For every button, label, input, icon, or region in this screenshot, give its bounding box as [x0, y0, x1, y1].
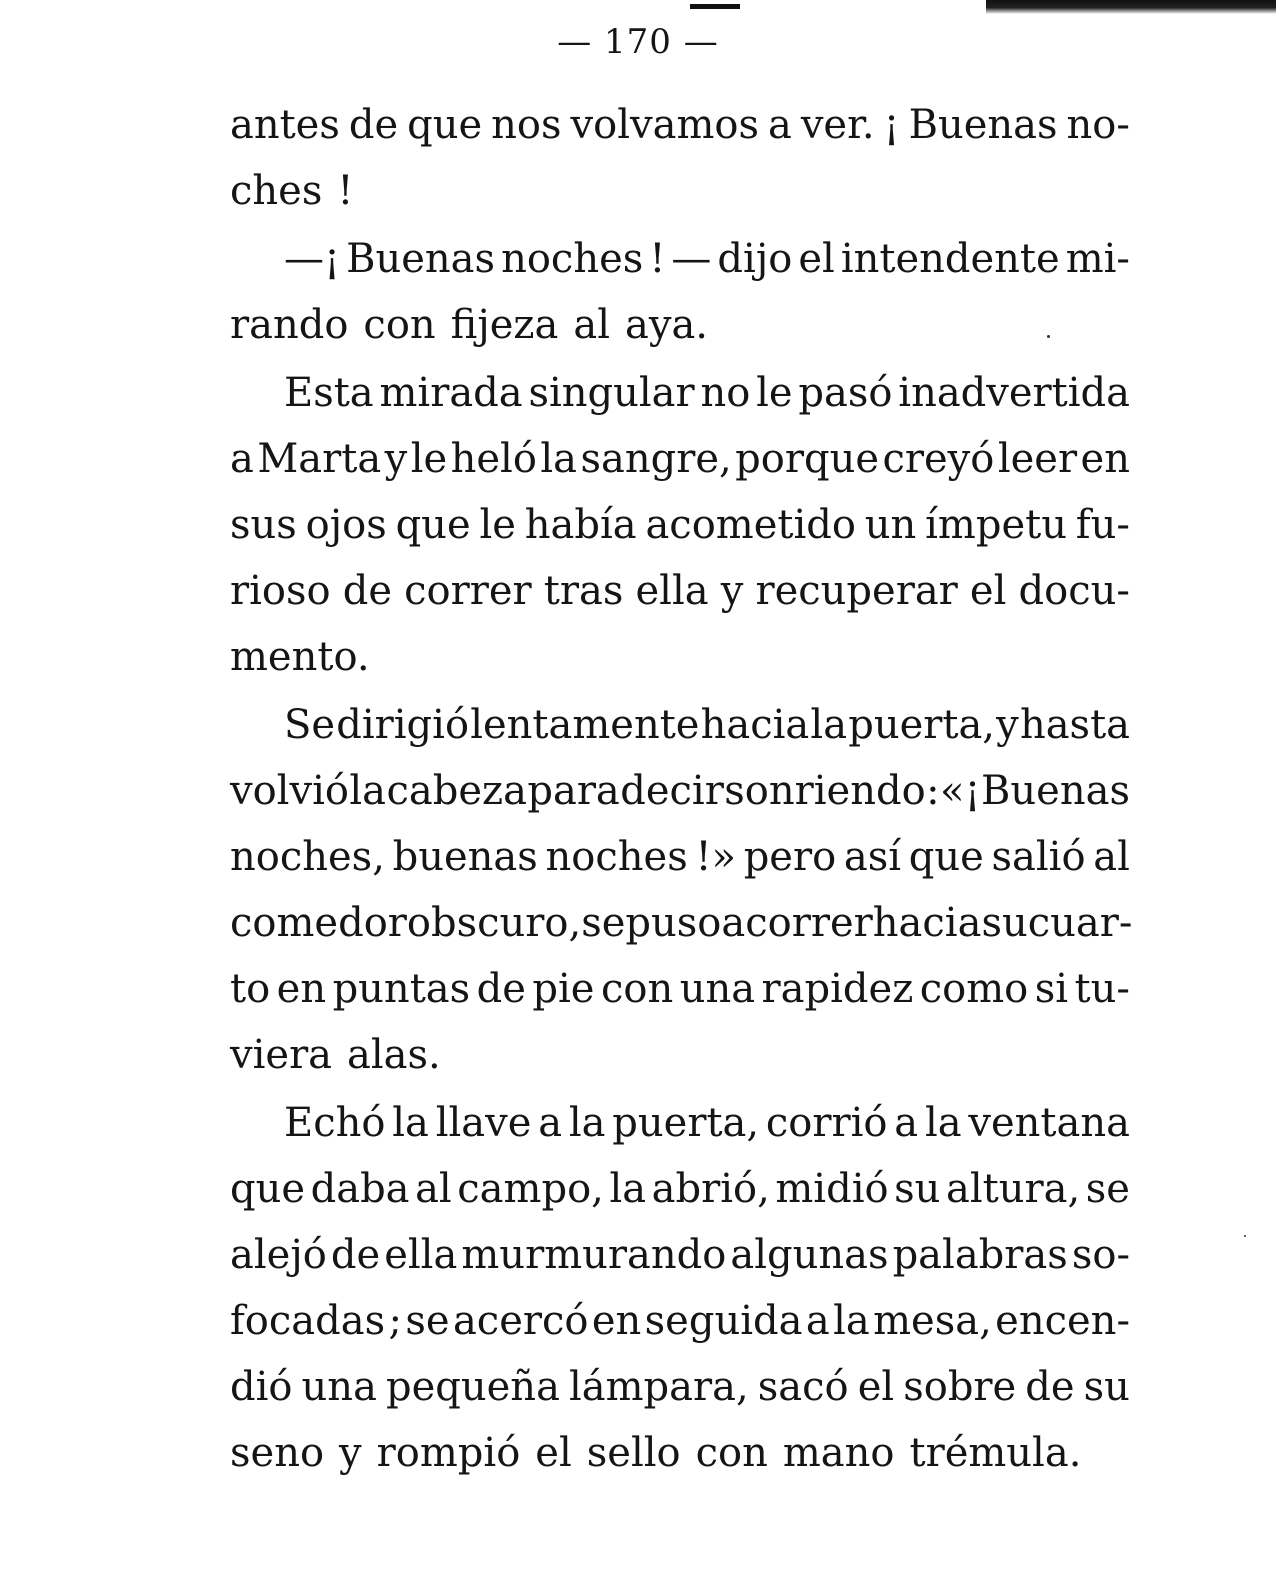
- word: sobre: [903, 1364, 1017, 1410]
- word: obscuro,: [406, 900, 582, 946]
- word: correr: [745, 900, 873, 946]
- word: a: [538, 1100, 563, 1146]
- word: !: [337, 168, 354, 214]
- page-number: — 170 —: [557, 22, 719, 62]
- word: en: [591, 1298, 642, 1344]
- word: se: [1085, 1166, 1130, 1212]
- word: lámpara,: [568, 1364, 749, 1410]
- word: pero: [743, 834, 837, 880]
- word: no-: [1066, 102, 1130, 148]
- word: le: [410, 436, 448, 482]
- word: !: [649, 236, 666, 282]
- word: el: [798, 236, 835, 282]
- word: de: [1025, 1364, 1075, 1410]
- word: sangre,: [580, 436, 732, 482]
- word: mento.: [230, 634, 370, 680]
- word: pasó: [798, 370, 893, 416]
- word: a: [767, 102, 792, 148]
- word: sacó: [757, 1364, 849, 1410]
- word: recuperar: [755, 568, 958, 614]
- word: que: [908, 834, 984, 880]
- text-line: [230, 1288, 1130, 1354]
- word: ímpetu: [925, 502, 1067, 548]
- word: corrió: [765, 1100, 888, 1146]
- word: con: [695, 1430, 768, 1476]
- word: así: [843, 834, 902, 880]
- ink-speck: [1047, 335, 1050, 338]
- text-line: [230, 1222, 1130, 1288]
- word: volvió: [230, 768, 349, 814]
- word: antes: [230, 102, 340, 148]
- scan-edge: [986, 0, 1276, 14]
- word: Se: [284, 702, 336, 748]
- word: lentamente: [470, 702, 700, 748]
- word: la: [833, 1298, 870, 1344]
- word: le: [756, 370, 793, 416]
- word: palabras: [892, 1232, 1068, 1278]
- word: ojos: [305, 502, 387, 548]
- word: que: [230, 1166, 306, 1212]
- word: una: [301, 1364, 377, 1410]
- word: acercó: [452, 1298, 589, 1344]
- word: en: [1080, 436, 1130, 482]
- word: y: [996, 702, 1019, 748]
- word: dió: [230, 1364, 293, 1410]
- body-text: [230, 92, 1133, 1486]
- word: en: [276, 966, 327, 1012]
- word: a: [894, 1100, 919, 1146]
- word: la: [924, 1100, 962, 1146]
- word: ella: [635, 568, 709, 614]
- word: acometido: [645, 502, 856, 548]
- word: ver.: [800, 102, 875, 148]
- word: y: [339, 1430, 362, 1476]
- text-line: [230, 1156, 1130, 1222]
- word: tu-: [1074, 966, 1130, 1012]
- word: de: [330, 1232, 381, 1278]
- word: porque: [735, 436, 880, 482]
- text-line: [230, 426, 1130, 492]
- word: buenas: [392, 834, 538, 880]
- word: fu-: [1075, 502, 1130, 548]
- text-line: [230, 292, 1130, 358]
- word: volvamos: [570, 102, 759, 148]
- word: su: [1083, 1364, 1130, 1410]
- word: llave: [435, 1100, 532, 1146]
- word: leer: [997, 436, 1078, 482]
- text-line: [230, 1420, 1130, 1486]
- word: al: [1093, 834, 1130, 880]
- word: seguida: [644, 1298, 803, 1344]
- word: seno: [230, 1430, 325, 1476]
- word: y: [720, 568, 744, 614]
- word: correr: [404, 568, 532, 614]
- word: focadas: [230, 1298, 386, 1344]
- word: Buenas: [908, 102, 1058, 148]
- word: rioso: [230, 568, 331, 614]
- word: pequeña: [385, 1364, 560, 1410]
- word: hacia: [872, 900, 982, 946]
- word: cabeza: [386, 768, 527, 814]
- word: abrió,: [651, 1166, 770, 1212]
- text-line: [230, 758, 1130, 824]
- text-line: [230, 1022, 1130, 1088]
- word: campo,: [457, 1166, 604, 1212]
- text-line: [230, 890, 1133, 956]
- word: sello: [586, 1430, 681, 1476]
- text-line: [230, 1354, 1130, 1420]
- word: de: [348, 102, 399, 148]
- word: «¡: [940, 768, 981, 814]
- word: dirigió: [336, 702, 470, 748]
- word: mano: [782, 1430, 895, 1476]
- text-line: [230, 492, 1130, 558]
- text-line: [230, 558, 1130, 624]
- word: ventana: [968, 1100, 1130, 1146]
- word: nos: [491, 102, 562, 148]
- word: Echó: [284, 1100, 386, 1146]
- word: hasta: [1019, 702, 1130, 748]
- word: sus: [230, 502, 297, 548]
- word: rando: [230, 302, 349, 348]
- word: Buenas: [981, 768, 1130, 814]
- text-line: [230, 158, 1130, 224]
- word: y: [384, 436, 408, 482]
- word: sonriendo: [724, 768, 926, 814]
- word: puerta,: [848, 702, 996, 748]
- word: que: [395, 502, 471, 548]
- word: Buenas: [346, 236, 496, 282]
- word: creyó: [882, 436, 995, 482]
- word: una: [679, 966, 756, 1012]
- scan-mark: [690, 4, 740, 9]
- word: pie: [532, 966, 595, 1012]
- text-line: [230, 226, 1130, 292]
- word: intendente: [840, 236, 1060, 282]
- word: la: [810, 702, 848, 748]
- word: noches: [501, 236, 644, 282]
- word: noches,: [230, 834, 385, 880]
- word: alejó: [230, 1232, 327, 1278]
- text-line: [230, 956, 1130, 1022]
- word: to: [230, 966, 271, 1012]
- word: decir: [620, 768, 724, 814]
- word: para: [527, 768, 620, 814]
- text-line: [230, 1090, 1130, 1156]
- word: trémula.: [909, 1430, 1082, 1476]
- word: a: [721, 900, 746, 946]
- text-line: [230, 824, 1130, 890]
- word: a: [805, 1298, 830, 1344]
- word: inadvertida: [898, 370, 1130, 416]
- word: la: [540, 436, 578, 482]
- word: le: [479, 502, 516, 548]
- word: su: [894, 1166, 941, 1212]
- word: —: [671, 236, 712, 282]
- word: la: [609, 1166, 647, 1212]
- word: docu-: [1018, 568, 1130, 614]
- word: mesa,: [873, 1298, 992, 1344]
- word: a: [230, 436, 254, 482]
- word: la: [349, 768, 387, 814]
- word: la: [392, 1100, 429, 1146]
- word: rompió: [376, 1430, 521, 1476]
- word: su: [981, 900, 1028, 946]
- word: noches: [545, 834, 688, 880]
- word: la: [568, 1100, 606, 1146]
- word: Esta: [284, 370, 374, 416]
- word: el: [535, 1430, 572, 1476]
- word: mi-: [1065, 236, 1130, 282]
- word: midió: [775, 1166, 889, 1212]
- word: ella: [384, 1232, 458, 1278]
- word: salió: [991, 834, 1086, 880]
- word: de: [342, 568, 393, 614]
- word: encen-: [995, 1298, 1130, 1344]
- word: al: [573, 302, 610, 348]
- text-line: [230, 92, 1130, 158]
- word: como: [919, 966, 1029, 1012]
- word: puntas: [332, 966, 471, 1012]
- word: se: [581, 900, 626, 946]
- word: rapidez: [761, 966, 914, 1012]
- word: al: [415, 1166, 452, 1212]
- word: Marta: [257, 436, 382, 482]
- word: hacia: [700, 702, 810, 748]
- word: se: [405, 1298, 450, 1344]
- word: si: [1034, 966, 1069, 1012]
- word: ches: [230, 168, 323, 214]
- word: aya.: [625, 302, 709, 348]
- word: algunas: [730, 1232, 889, 1278]
- word: el: [969, 568, 1007, 614]
- word: —¡: [284, 236, 341, 282]
- word: daba: [310, 1166, 410, 1212]
- word: mirada: [379, 370, 523, 416]
- word: murmurando: [461, 1232, 727, 1278]
- word: había: [524, 502, 637, 548]
- text-line: [230, 624, 1130, 690]
- word: dijo: [717, 236, 793, 282]
- word: que: [407, 102, 483, 148]
- text-line: [230, 692, 1130, 758]
- word: con: [600, 966, 674, 1012]
- word: !»: [695, 834, 736, 880]
- word: viera: [230, 1032, 333, 1078]
- word: :: [926, 768, 940, 814]
- word: comedor: [230, 900, 407, 946]
- text-line: [230, 360, 1130, 426]
- word: cuar-: [1027, 900, 1133, 946]
- word: con: [363, 302, 436, 348]
- word: so-: [1071, 1232, 1130, 1278]
- word: puerta,: [612, 1100, 760, 1146]
- word: de: [476, 966, 526, 1012]
- word: fijeza: [450, 302, 559, 348]
- word: singular: [528, 370, 695, 416]
- word: alas.: [347, 1032, 441, 1078]
- word: el: [857, 1364, 895, 1410]
- ink-speck: [1244, 1235, 1246, 1237]
- word: heló: [450, 436, 537, 482]
- word: tras: [543, 568, 624, 614]
- word: ¡: [883, 102, 900, 148]
- word: no: [700, 370, 751, 416]
- word: puso: [625, 900, 722, 946]
- word: un: [864, 502, 917, 548]
- word: ;: [388, 1298, 402, 1344]
- word: altura,: [946, 1166, 1081, 1212]
